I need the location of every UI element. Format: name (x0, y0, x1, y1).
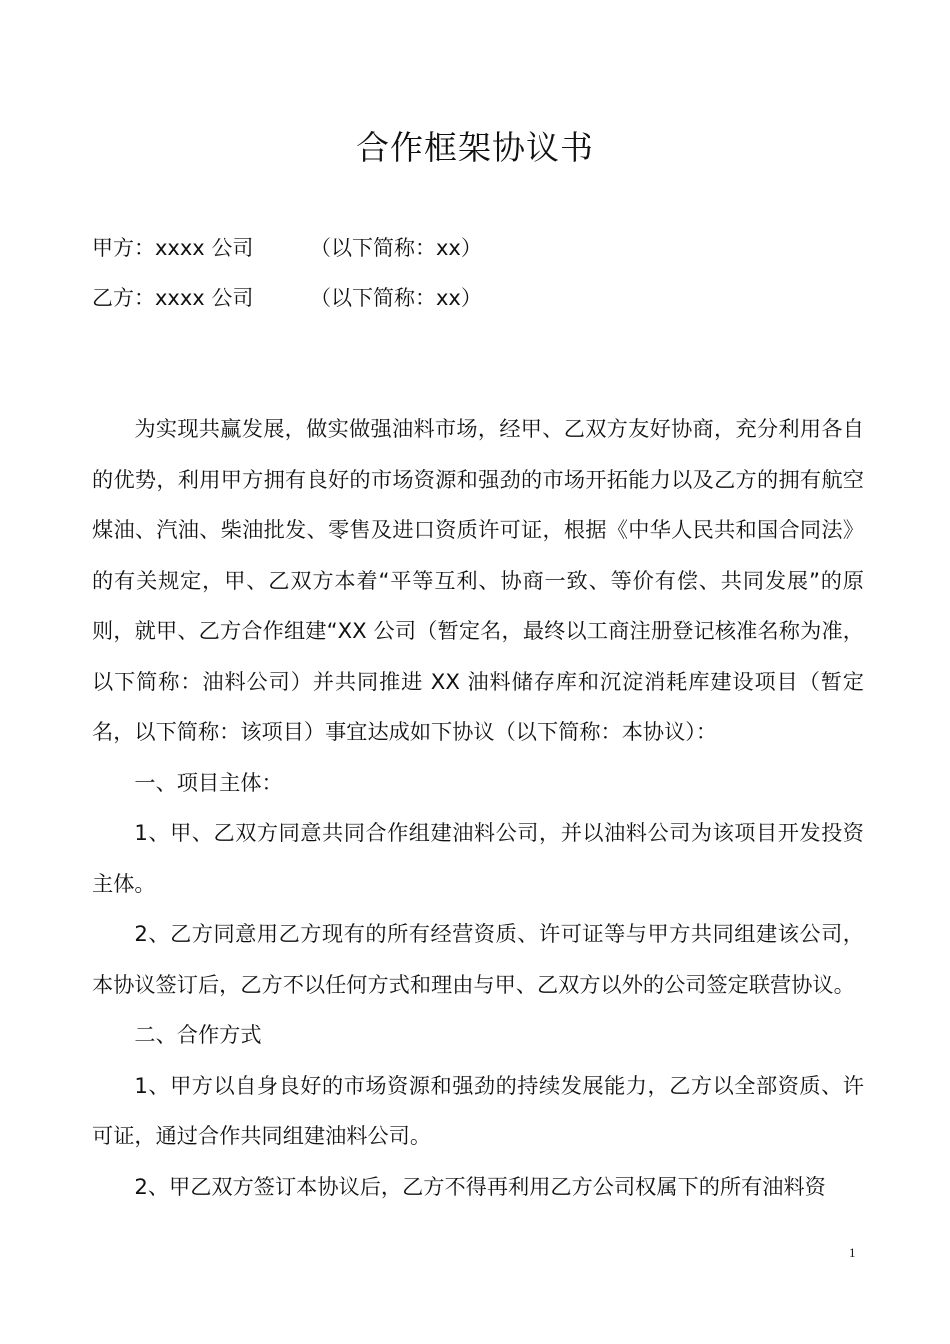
page-number: 1 (849, 1245, 856, 1260)
section-heading-cooperation-method: 二、合作方式 (134, 1022, 262, 1047)
document-title: 合作框架协议书 (356, 128, 594, 167)
party-b-line (92, 283, 482, 313)
preamble-paragraph: 为实现共赢发展，做实做强油料市场，经甲、乙双方友好协商，充分利用各自的优势，利用甲方拥有良好的市场资源和强劲的市场开拓能力以及乙方的拥有航空煤油、汽油、柴油批发、零售及进口资质许可证，根据《中华人民共和国合同法》的有关规定，甲、乙双方本着“平等互利、协商一致、等价有偿、共同发展”的原则，就甲、乙方合作组建“XX 公司（暂定名，最终以工商注册登记核准名称为准，以下简称：油料公司）并共同推进 XX 油料储存库和沉淀消耗库建设项目（暂定名，以下简称：该项目）事宜达成如下协议（以下简称：本协议）： (92, 416, 864, 744)
clause-paragraph: 2、甲乙双方签订本协议后，乙方不得再利用乙方公司权属下的所有油料资 (134, 1173, 826, 1199)
section-heading-project-subject: 一、项目主体： (134, 769, 283, 795)
party-a-line (92, 233, 482, 263)
clause-paragraph: 1、甲方以自身良好的市场资源和强劲的持续发展能力，乙方以全部资质、许可证，通过合作共同组建油料公司。 (92, 1072, 864, 1148)
party-a-alias: （以下简称：xx） (310, 236, 482, 260)
agreement-body (92, 404, 864, 1212)
party-a-label: 甲方：xxxx 公司 (92, 236, 254, 260)
party-b-label: 乙方：xxxx 公司 (92, 286, 254, 310)
party-b-alias: （以下简称：xx） (310, 286, 482, 310)
clause-paragraph: 2、乙方同意用乙方现有的所有经营资质、许可证等与甲方共同组建该公司，本协议签订后，乙方不以任何方式和理由与甲、乙双方以外的公司签定联营协议。 (92, 921, 864, 997)
clause-paragraph: 1、甲、乙双方同意共同合作组建油料公司，并以油料公司为该项目开发投资主体。 (92, 820, 864, 896)
